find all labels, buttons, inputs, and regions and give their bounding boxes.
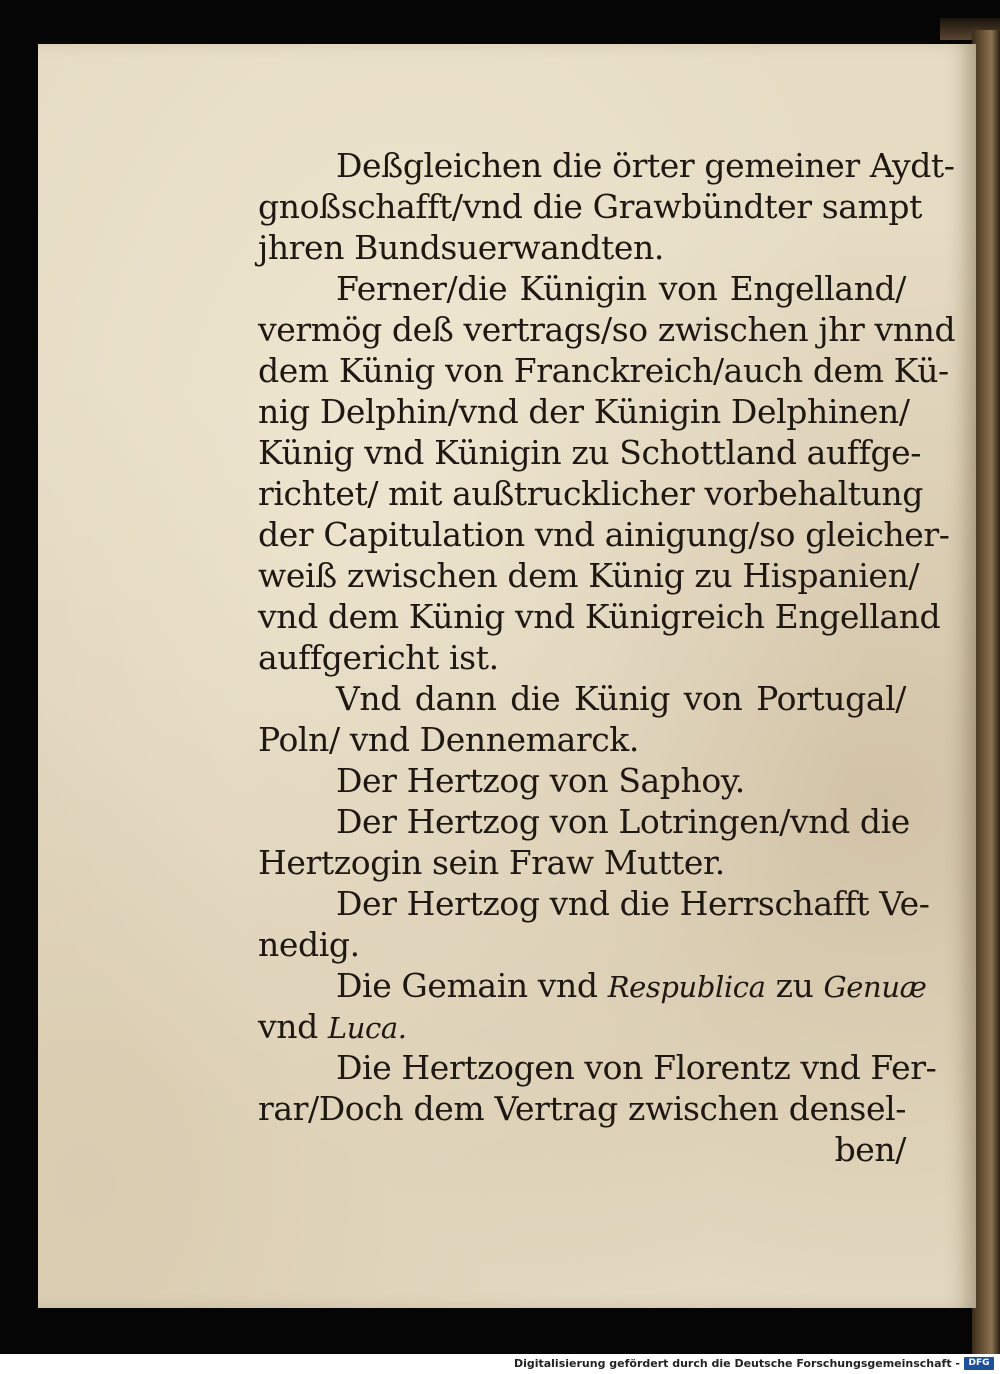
text-line	[258, 1006, 906, 1047]
text-line	[258, 965, 927, 1006]
text-line: Vnd dann die Künig von Portugal/	[336, 679, 906, 718]
text-line: nig Delphin/vnd der Künigin Delphinen/	[258, 392, 910, 431]
text-line: Der Hertzog von Saphoy.	[336, 761, 745, 800]
text-fragment-italic: Luca.	[327, 1011, 407, 1045]
text-line: Die Hertzogen von Florentz vnd Fer-	[336, 1048, 937, 1087]
text-line: richtet/ mit außtrucklicher vorbehaltung	[258, 474, 924, 513]
text-line: nedig.	[258, 925, 360, 964]
text-line: der Capitulation vnd ainigung/so gleicher-	[258, 515, 950, 554]
text-line: Künig vnd Künigin zu Schottland auffge-	[258, 433, 922, 472]
text-line: Deßgleichen die örter gemeiner Aydt-	[336, 146, 955, 185]
text-line: Ferner/die Künigin von Engelland/	[336, 269, 906, 308]
text-line: dem Künig von Franckreich/auch dem Kü-	[258, 351, 949, 390]
text-line: Der Hertzog von Lotringen/vnd die	[336, 802, 910, 841]
text-fragment: vnd	[258, 1007, 318, 1046]
text-fragment-italic: Respublica	[607, 970, 766, 1004]
page-text	[258, 145, 956, 1170]
text-line: Hertzogin sein Fraw Mutter.	[258, 843, 725, 882]
text-line: gnoßschafft/vnd die Grawbündter sampt	[258, 187, 923, 226]
dfg-logo: DFG	[964, 1357, 994, 1370]
text-line: weiß zwischen dem Künig zu Hispanien/	[258, 556, 920, 595]
footer-bar	[0, 1354, 1000, 1374]
funding-notice: Digitalisierung gefördert durch die Deutsche Forschungsgemeinschaft -	[513, 1357, 960, 1370]
text-line: vermög deß vertrags/so zwischen jhr vnnd	[258, 310, 956, 349]
text-line: Poln/ vnd Dennemarck.	[258, 720, 639, 759]
text-line: auffgericht ist.	[258, 638, 499, 677]
text-fragment-italic: Genuæ	[823, 970, 927, 1004]
text-line: rar/Doch dem Vertrag zwischen densel-	[258, 1089, 906, 1128]
text-line: Der Hertzog vnd die Herrschafft Ve-	[336, 884, 930, 923]
text-fragment: Die Gemain vnd	[336, 966, 598, 1005]
book-edge	[972, 30, 1000, 1354]
catchword: ben/	[834, 1130, 906, 1169]
text-line: vnd dem Künig vnd Künigreich Engelland	[258, 597, 941, 636]
text-fragment: zu	[775, 966, 814, 1005]
text-line: jhren Bundsuerwandten.	[258, 228, 664, 267]
